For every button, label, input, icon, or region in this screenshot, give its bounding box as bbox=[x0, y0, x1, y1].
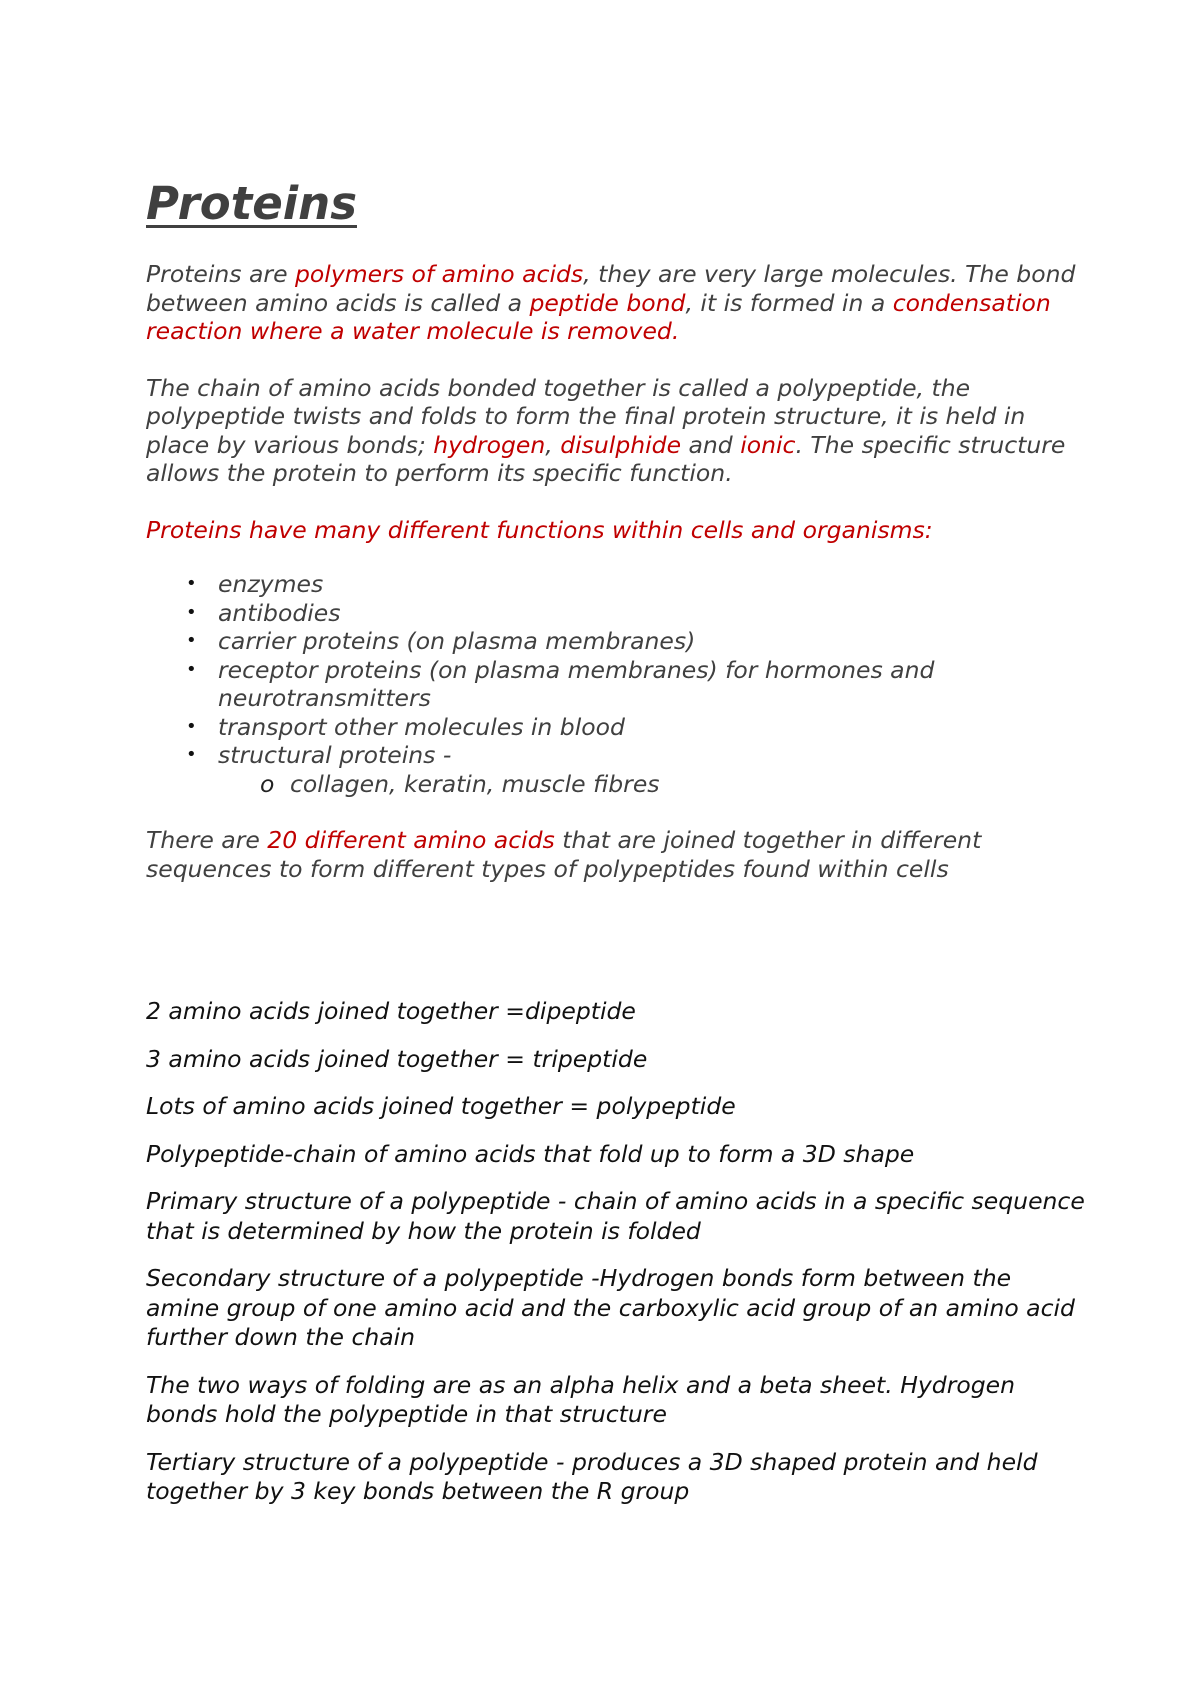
bullet-icon: • bbox=[186, 658, 197, 680]
definition-secondary-structure: Secondary structure of a polypeptide -Hydrogen bonds form between the amine group of one amino acid and the carboxylic acid group of an amino acid further down the chain bbox=[146, 1264, 1075, 1351]
section-spacer bbox=[146, 911, 1086, 997]
list-item-text: receptor proteins (on plasma membranes) for hormones and neurotransmitters bbox=[218, 655, 935, 712]
intro-text-3: , it is formed in a bbox=[685, 288, 893, 317]
functions-heading: Proteins have many different functions within cells and organisms: bbox=[146, 515, 933, 544]
amino-highlight-20: 20 different amino acids bbox=[267, 826, 555, 854]
list-item-text: antibodies bbox=[218, 598, 341, 627]
chain-text-4: . The specific structure allows the protein to perform its specific function. bbox=[146, 430, 1066, 487]
list-item-text: enzymes bbox=[218, 570, 324, 598]
chain-text-3: and bbox=[681, 430, 741, 459]
list-item-text: structural proteins - bbox=[218, 741, 452, 769]
definitions-section bbox=[146, 997, 1086, 1507]
list-item bbox=[146, 656, 1086, 713]
page-title: Proteins bbox=[146, 177, 357, 230]
amino-text-1: There are bbox=[146, 826, 268, 854]
definition-tripeptide: 3 amino acids joined together = tripeptide bbox=[146, 1044, 648, 1073]
definition-dipeptide: 2 amino acids joined together =dipeptide bbox=[146, 997, 636, 1025]
intro-highlight-polymers: polymers of amino acids bbox=[295, 260, 584, 288]
bullet-icon: • bbox=[186, 744, 197, 765]
intro-highlight-condensation: condensation reaction where a water molecule is removed. bbox=[146, 288, 1051, 345]
chain-highlight-ionic: ionic bbox=[740, 430, 796, 459]
definition-folding-ways: The two ways of folding are as an alpha helix and a beta sheet. Hydrogen bonds hold the polypeptide in that structure bbox=[146, 1370, 1016, 1428]
list-item bbox=[146, 713, 1086, 742]
intro-highlight-peptide-bond: peptide bond bbox=[529, 288, 686, 317]
bullet-icon: • bbox=[186, 601, 197, 623]
bullet-icon: • bbox=[186, 715, 197, 737]
intro-paragraph bbox=[146, 260, 1086, 346]
document-page bbox=[146, 176, 1086, 1525]
chain-highlight-hydrogen: hydrogen bbox=[433, 430, 546, 459]
definition-tertiary-structure: Tertiary structure of a polypeptide - produces a 3D shaped protein and held together by 3 key bonds between the R group bbox=[146, 1447, 1038, 1505]
list-item bbox=[146, 570, 1086, 599]
chain-text-2: , bbox=[545, 430, 561, 459]
chain-paragraph bbox=[146, 374, 1086, 488]
definition-polypeptide-chain: Polypeptide-chain of amino acids that fold up to form a 3D shape bbox=[146, 1139, 915, 1168]
list-item bbox=[146, 627, 1086, 656]
definition-polypeptide: Lots of amino acids joined together = polypeptide bbox=[146, 1092, 736, 1120]
amino-text-2: that are joined together in different sequences to form different types of polypeptides found within cells bbox=[146, 826, 982, 883]
list-item-text: transport other molecules in blood bbox=[218, 712, 625, 741]
bullet-icon: • bbox=[186, 573, 197, 594]
structural-sub-list bbox=[218, 770, 1086, 799]
sub-list-item-text: collagen, keratin, muscle fibres bbox=[290, 769, 660, 798]
amino-acids-paragraph bbox=[146, 826, 1086, 883]
list-item bbox=[146, 599, 1086, 628]
bullet-icon: • bbox=[186, 630, 197, 651]
intro-text-2: , they are very large molecules. The bond between amino acids is called a bbox=[146, 260, 1076, 317]
sub-list-item bbox=[218, 770, 1086, 799]
list-item-text: carrier proteins (on plasma membranes) bbox=[218, 627, 696, 655]
intro-text-1: Proteins are bbox=[146, 260, 296, 288]
definition-primary-structure: Primary structure of a polypeptide - chain of amino acids in a specific sequence that is determined by how the protein is folded bbox=[146, 1187, 1085, 1245]
chain-highlight-disulphide: disulphide bbox=[560, 430, 682, 459]
sub-bullet-icon: o bbox=[260, 769, 275, 798]
chain-text-1: The chain of amino acids bonded together is called a polypeptide, the polypeptide twists and folds to form the final protein structure, it is held in place by various bonds; bbox=[146, 373, 1026, 459]
list-item bbox=[146, 741, 1086, 798]
functions-list bbox=[146, 570, 1086, 798]
